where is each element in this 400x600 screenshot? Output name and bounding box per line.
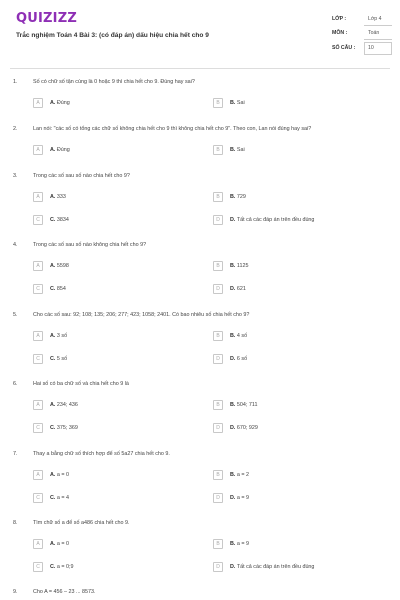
option-text	[50, 147, 70, 153]
option-key: A.	[50, 332, 56, 339]
quizizz-logo: QUIZIZZ	[16, 11, 77, 26]
option-key: D.	[230, 494, 236, 501]
option-text	[50, 100, 70, 106]
option-text	[230, 217, 314, 223]
meta-count-label: SỐ CÂU :	[332, 45, 356, 51]
option-letter-box[interactable]: B	[213, 400, 223, 410]
option-text	[50, 495, 69, 501]
option-value: 854	[56, 285, 66, 292]
option-value: 333	[56, 193, 66, 200]
option-key: A.	[50, 471, 56, 478]
option-text	[50, 564, 74, 570]
option-value: a = 2	[236, 471, 250, 478]
option-key: C.	[50, 494, 56, 501]
option-value: Sai	[236, 99, 245, 106]
question-text: Thay a bằng chữ số thích hợp để số 5a27 chia hết cho 9.	[33, 451, 170, 457]
question-number: 9.	[13, 589, 18, 595]
option-letter-box[interactable]: B	[213, 261, 223, 271]
option-key: A.	[50, 401, 56, 408]
option-letter-box[interactable]: D	[213, 354, 223, 364]
option-letter-box[interactable]: A	[33, 539, 43, 549]
option-text	[230, 495, 249, 501]
option-letter-box[interactable]: C	[33, 215, 43, 225]
header-divider	[10, 68, 390, 69]
option-key: C.	[50, 355, 56, 362]
option-value: 729	[236, 193, 246, 200]
option-letter-box[interactable]: D	[213, 423, 223, 433]
option-text	[50, 472, 69, 478]
question-number: 4.	[13, 242, 18, 248]
question-number: 5.	[13, 312, 18, 318]
option-key: B.	[230, 146, 236, 153]
option-value: Sai	[236, 146, 245, 153]
option-letter-box[interactable]: B	[213, 539, 223, 549]
option-value: 1125	[236, 262, 249, 269]
option-key: C.	[50, 216, 56, 223]
option-text	[50, 333, 67, 339]
option-value: Tất cả các đáp án trên đều đúng	[236, 216, 315, 223]
option-value: Đúng	[56, 146, 70, 153]
option-value: 375; 369	[56, 424, 78, 431]
option-text	[230, 333, 247, 339]
option-text	[230, 286, 246, 292]
option-key: B.	[230, 99, 236, 106]
option-letter-box[interactable]: A	[33, 470, 43, 480]
option-value: 5 số	[56, 355, 68, 362]
option-key: D.	[230, 216, 236, 223]
option-text	[50, 402, 78, 408]
option-key: C.	[50, 285, 56, 292]
option-letter-box[interactable]: A	[33, 331, 43, 341]
option-key: A.	[50, 99, 56, 106]
option-letter-box[interactable]: B	[213, 470, 223, 480]
question-number: 6.	[13, 381, 18, 387]
meta-divider	[364, 39, 392, 40]
option-text	[50, 425, 78, 431]
option-key: D.	[230, 285, 236, 292]
option-letter-box[interactable]: C	[33, 284, 43, 294]
option-letter-box[interactable]: C	[33, 354, 43, 364]
option-key: C.	[50, 563, 56, 570]
option-key: A.	[50, 146, 56, 153]
option-letter-box[interactable]: D	[213, 493, 223, 503]
option-text	[50, 356, 67, 362]
option-letter-box[interactable]: D	[213, 284, 223, 294]
option-key: A.	[50, 262, 56, 269]
option-value: a = 9	[236, 494, 250, 501]
option-text	[230, 100, 245, 106]
option-key: B.	[230, 471, 236, 478]
option-key: B.	[230, 332, 236, 339]
option-text	[230, 564, 314, 570]
meta-count-box	[364, 42, 392, 55]
option-text	[230, 425, 258, 431]
option-key: D.	[230, 355, 236, 362]
option-value: 3834	[56, 216, 69, 223]
option-text	[50, 263, 69, 269]
option-value: 4 số	[236, 332, 248, 339]
worksheet-header	[0, 0, 400, 66]
question-number: 2.	[13, 126, 18, 132]
option-letter-box[interactable]: D	[213, 562, 223, 572]
option-letter-box[interactable]: A	[33, 145, 43, 155]
option-key: D.	[230, 424, 236, 431]
option-text	[230, 402, 258, 408]
option-letter-box[interactable]: C	[33, 493, 43, 503]
option-text	[230, 194, 246, 200]
option-value: 6 số	[236, 355, 248, 362]
option-value: a = 0	[56, 471, 70, 478]
question-text: Hai số có ba chữ số và chia hết cho 9 là	[33, 381, 129, 387]
option-key: B.	[230, 540, 236, 547]
question-number: 1.	[13, 79, 18, 85]
meta-count-value: 10	[368, 45, 374, 51]
option-value: Đúng	[56, 99, 70, 106]
option-value: 5598	[56, 262, 69, 269]
option-text	[230, 356, 247, 362]
option-letter-box[interactable]: A	[33, 261, 43, 271]
option-text	[50, 194, 66, 200]
option-text	[230, 147, 245, 153]
option-value: a = 0;9	[56, 563, 74, 570]
question-text: Tìm chữ số a để số a486 chia hết cho 9.	[33, 520, 130, 526]
option-key: A.	[50, 193, 56, 200]
option-letter-box[interactable]: B	[213, 98, 223, 108]
question-text: Trong các số sau số nào chia hết cho 9?	[33, 173, 130, 179]
option-key: B.	[230, 262, 236, 269]
option-text	[50, 217, 69, 223]
option-key: B.	[230, 193, 236, 200]
meta-subject-label: MÔN :	[332, 30, 348, 36]
option-text	[230, 472, 249, 478]
option-value: 504; 711	[236, 401, 258, 408]
question-text: Trong các số sau số nào không chia hết cho 9?	[33, 242, 147, 248]
option-value: a = 0	[56, 540, 70, 547]
option-key: D.	[230, 563, 236, 570]
question-text: Số có chữ số tận cùng là 0 hoặc 9 thì chia hết cho 9. Đúng hay sai?	[33, 79, 195, 85]
option-text	[230, 263, 249, 269]
option-text	[50, 541, 69, 547]
option-key: A.	[50, 540, 56, 547]
meta-divider	[364, 25, 392, 26]
option-value: 621	[236, 285, 246, 292]
question-text: Lan nói: "các số có tổng các chữ số không chia hết cho 9 thì không chia hết cho 9". Theo con, Lan nói đúng hay sai?	[33, 126, 312, 132]
option-value: 234; 436	[56, 401, 78, 408]
option-letter-box[interactable]: D	[213, 215, 223, 225]
option-value: Tất cả các đáp án trên đều đúng	[236, 563, 315, 570]
worksheet-title: Trắc nghiệm Toán 4 Bài 3: (có đáp án) dấu hiệu chia hết cho 9	[16, 32, 209, 39]
option-letter-box[interactable]: B	[213, 145, 223, 155]
option-value: 670; 929	[236, 424, 258, 431]
option-value: a = 4	[56, 494, 70, 501]
option-text	[50, 286, 66, 292]
option-letter-box[interactable]: B	[213, 331, 223, 341]
meta-class-value: Lớp 4	[368, 16, 382, 22]
question-number: 3.	[13, 173, 18, 179]
option-letter-box[interactable]: A	[33, 400, 43, 410]
option-key: C.	[50, 424, 56, 431]
option-letter-box[interactable]: C	[33, 423, 43, 433]
question-number: 8.	[13, 520, 18, 526]
option-letter-box[interactable]: C	[33, 562, 43, 572]
meta-subject-value: Toán	[368, 30, 380, 36]
option-letter-box[interactable]: A	[33, 192, 43, 202]
option-key: B.	[230, 401, 236, 408]
question-text: Cho A = 456 – 23 ... 8573.	[33, 589, 96, 595]
option-letter-box[interactable]: B	[213, 192, 223, 202]
meta-class-label: LỚP :	[332, 16, 347, 22]
option-value: a = 9	[236, 540, 250, 547]
option-text	[230, 541, 249, 547]
question-text: Cho các số sau: 92; 108; 135; 206; 277; 423; 1058; 2401. Có bao nhiêu số chia hết cho 9?	[33, 312, 250, 318]
option-letter-box[interactable]: A	[33, 98, 43, 108]
option-value: 3 số	[56, 332, 68, 339]
question-number: 7.	[13, 451, 18, 457]
